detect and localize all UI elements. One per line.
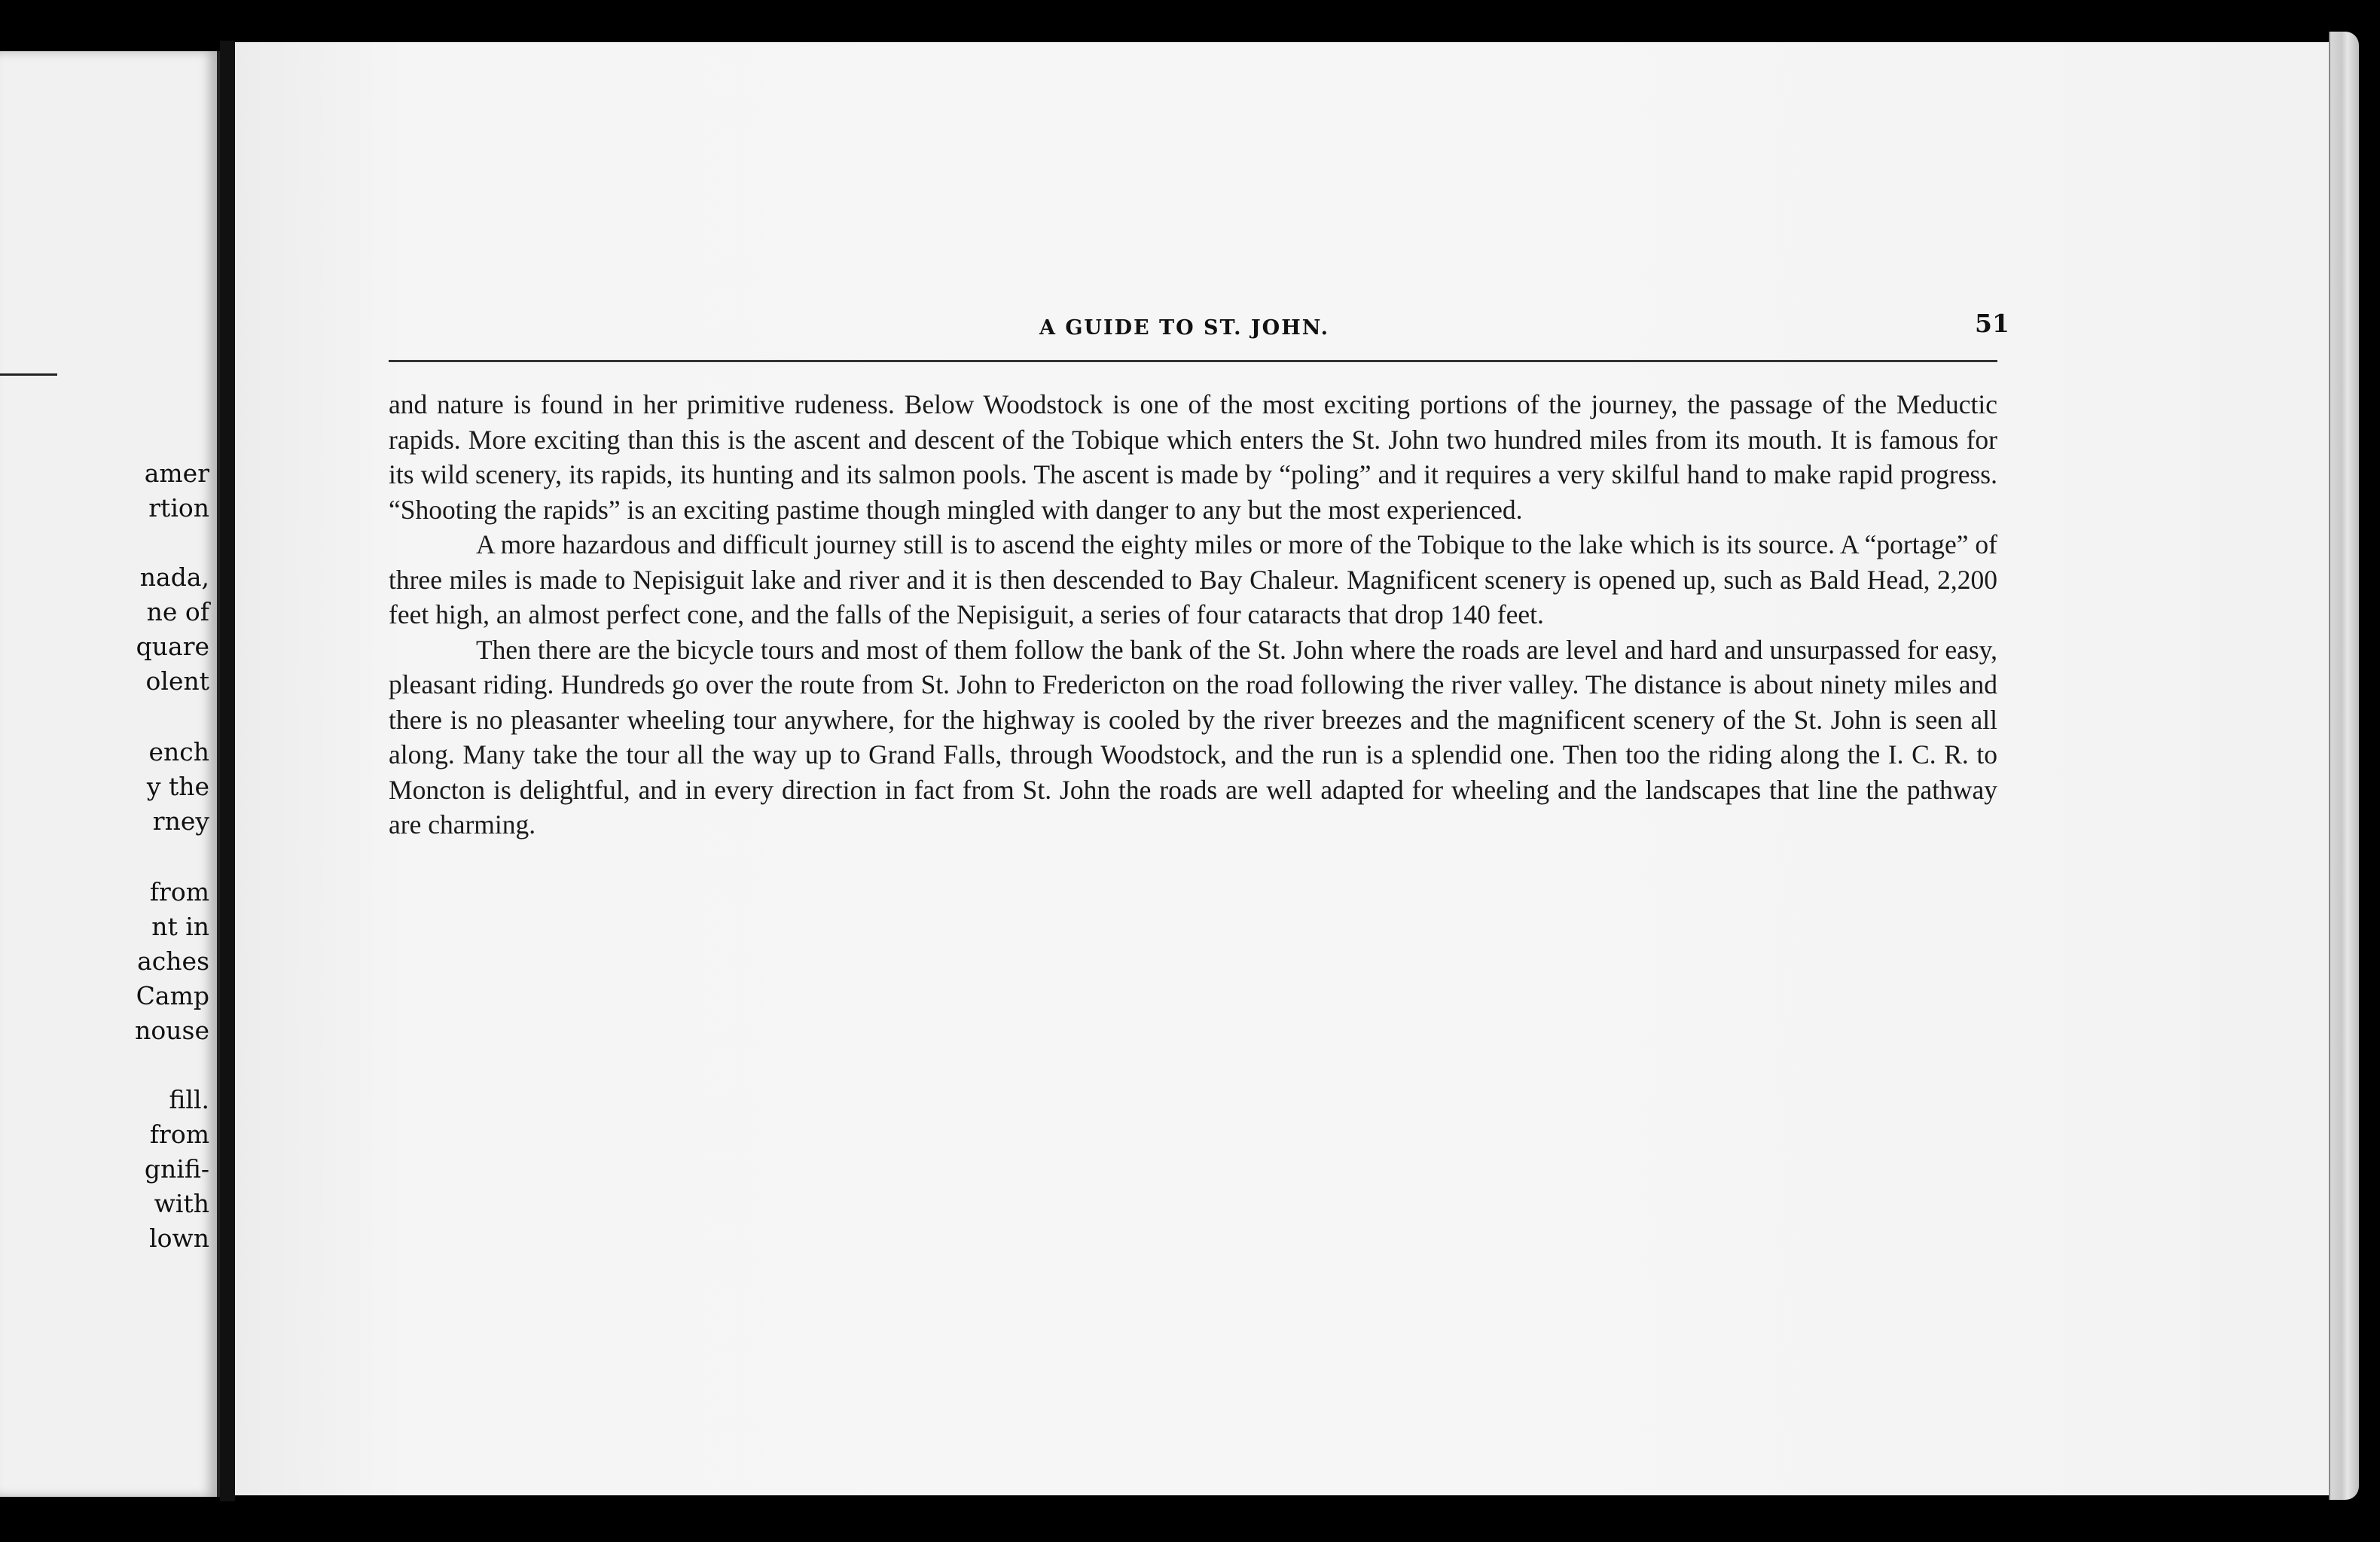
facing-page-line: y the bbox=[146, 772, 209, 801]
facing-page-line: lown bbox=[149, 1224, 209, 1253]
paragraph: Then there are the bicycle tours and most of them follow the bank of the St. John where the roads are level and hard and unsurpassed for easy, pleasant riding. Hundreds go over the route from St. John to Fredericton on the road following the river valley. The distance is about ninety miles and there is no pleasanter wheeling tour anywhere, for the highway is cooled by the river breezes and the magnificent scenery of the St. John is seen all along. Many take the tour all the way up to Grand Falls, through Woodstock, and the run is a splendid one. Then too the riding along the I. C. R. to Moncton is delightful, and in every direction in fact from St. John the roads are well adapted for wheeling and the landscapes that line the pathway are charming. bbox=[389, 634, 1997, 840]
facing-page-line: from bbox=[149, 1120, 209, 1149]
facing-page-line: ench bbox=[148, 737, 209, 766]
page-number: 51 bbox=[1975, 309, 2009, 338]
facing-page-line: from bbox=[149, 877, 209, 907]
body-text bbox=[389, 387, 1997, 843]
facing-page-rule bbox=[0, 373, 57, 376]
facing-page-line: gnifi- bbox=[144, 1154, 209, 1184]
facing-page-line: rney bbox=[152, 806, 209, 836]
running-header: A GUIDE TO ST. JOHN. bbox=[1039, 316, 1330, 340]
paragraph: and nature is found in her primitive rudeness. Below Woodstock is one of the most exciting portions of the journey, the passage of the Meductic rapids. More exciting than this is the ascent and descent of the Tobique which enters the St. John two hundred miles from its mouth. It is famous for its wild scenery, its rapids, its hunting and its salmon pools. The ascent is made by “poling” and it requires a very skilful hand to make rapid progress. “Shooting the rapids” is an exciting pastime though mingled with danger to any but the most experienced. bbox=[389, 389, 1997, 525]
header-rule bbox=[389, 360, 1997, 362]
facing-page-line: olent bbox=[145, 666, 209, 696]
facing-page-line: quare bbox=[136, 632, 209, 661]
facing-page-line: nouse bbox=[135, 1016, 209, 1045]
facing-page-line: fill. bbox=[169, 1085, 209, 1114]
facing-page-line: rtion bbox=[148, 493, 209, 523]
facing-page-line: nada, bbox=[139, 562, 209, 592]
facing-page bbox=[0, 51, 221, 1497]
facing-page-line: with bbox=[154, 1189, 209, 1218]
facing-page-line: nt in bbox=[151, 912, 209, 941]
page-edge bbox=[2329, 32, 2359, 1500]
paragraph: A more hazardous and difficult journey still is to ascend the eighty miles or more of the Tobique to the lake which is its source. A “portage” of three miles is made to Nepisiguit lake and river and it is then descended to Bay Chaleur. Magnificent scenery is opened up, such as Bald Head, 2,200 feet high, an almost perfect cone, and the falls of the Nepisiguit, a series of four cataracts that drop 140 feet. bbox=[389, 529, 1997, 629]
book-gutter bbox=[220, 41, 235, 1501]
facing-page-line: Camp bbox=[136, 981, 209, 1010]
facing-page-line: amer bbox=[144, 459, 209, 488]
facing-page-line: ne of bbox=[146, 597, 209, 626]
facing-page-line: aches bbox=[137, 946, 209, 976]
